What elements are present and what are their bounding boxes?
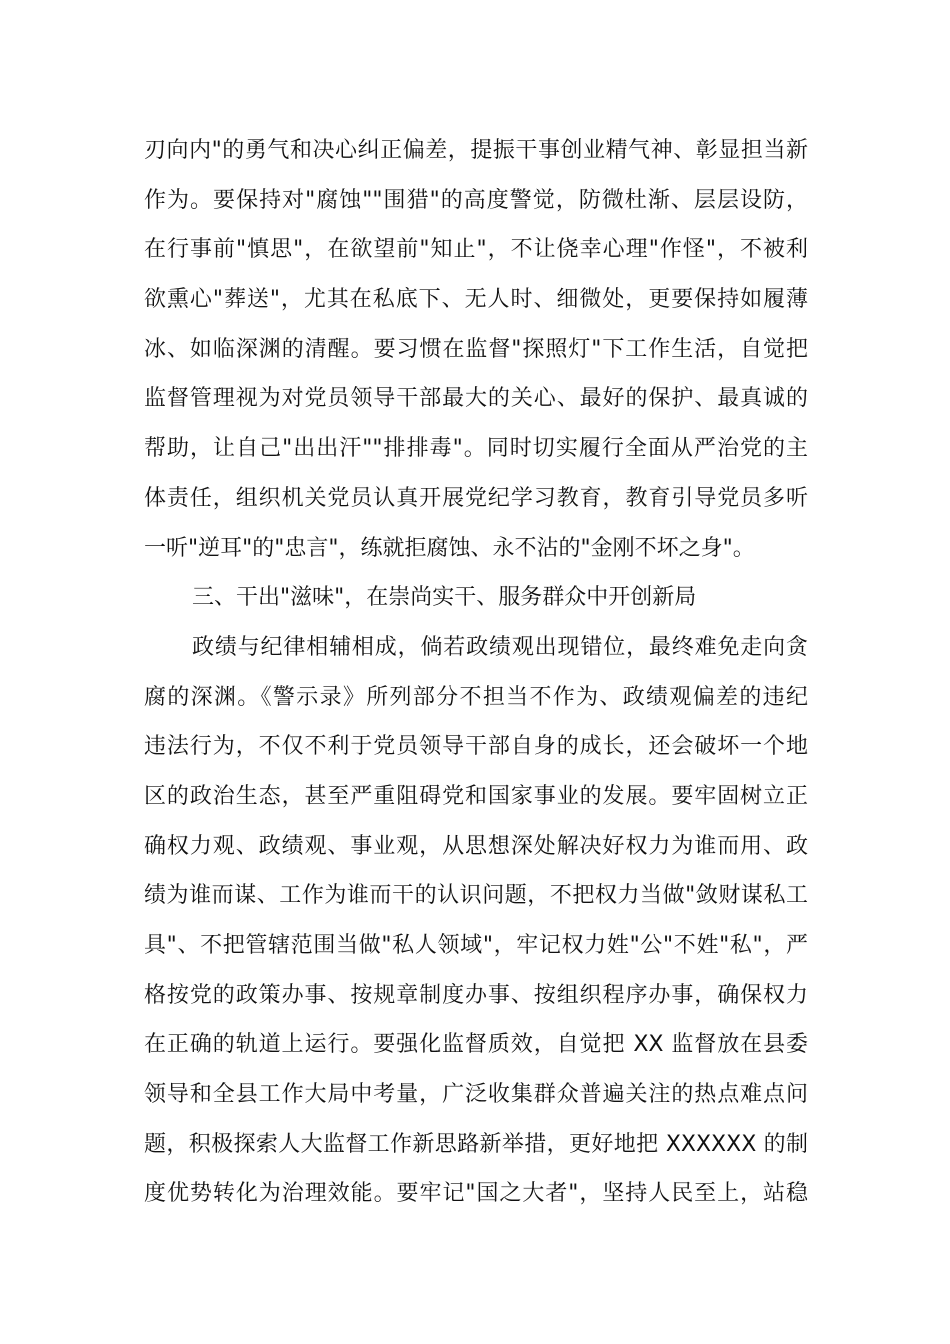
text-line: 腐的深渊。《警示录》所列部分不担当不作为、政绩观偏差的违纪 <box>144 684 808 710</box>
text-line: 绩为谁而谋、工作为谁而干的认识问题，不把权力当做"敛财谋私工 <box>144 883 808 909</box>
text-line: 一听"逆耳"的"忠言"，练就拒腐蚀、永不沾的"金刚不坏之身"。 <box>144 535 755 561</box>
text-line: 具"、不把管辖范围当做"私人领域"，牢记权力姓"公"不姓"私"，严 <box>144 933 808 958</box>
text-line: 题，积极探索人大监督工作新思路新举措，更好地把 XXXXXX 的制 <box>144 1131 808 1157</box>
text-line: 帮助，让自己"出出汗""排排毒"。同时切实履行全面从严治党的主 <box>144 436 808 462</box>
text-line: 政绩与纪律相辅相成，倘若政绩观出现错位，最终难免走向贪 <box>192 634 808 660</box>
text-line: 作为。要保持对"腐蚀""围猎"的高度警觉，防微杜渐、层层设防， <box>144 187 808 213</box>
text-line: 确权力观、政绩观、事业观，从思想深处解决好权力为谁而用、政 <box>144 833 808 859</box>
text-line: 度优势转化为治理效能。要牢记"国之大者"，坚持人民至上，站稳 <box>144 1181 808 1207</box>
text-line: 格按党的政策办事、按规章制度办事、按组织程序办事，确保权力 <box>144 982 808 1008</box>
text-line: 冰、如临深渊的清醒。要习惯在监督"探照灯"下工作生活，自觉把 <box>144 336 808 362</box>
text-line: 体责任，组织机关党员认真开展党纪学习教育，教育引导党员多听 <box>144 485 808 511</box>
text-line: 区的政治生态，甚至严重阻碍党和国家事业的发展。要牢固树立正 <box>144 783 808 809</box>
document-body <box>144 126 808 1219</box>
text-line: 欲熏心"葬送"，尤其在私底下、无人时、细微处，更要保持如履薄 <box>144 287 808 313</box>
section-heading: 三、干出"滋味"，在崇尚实干、服务群众中开创新局 <box>192 585 697 611</box>
text-line: 监督管理视为对党员领导干部最大的关心、最好的保护、最真诚的 <box>144 386 808 412</box>
text-line: 违法行为，不仅不利于党员领导干部自身的成长，还会破坏一个地 <box>144 734 808 760</box>
text-line: 领导和全县工作大局中考量，广泛收集群众普遍关注的热点难点问 <box>144 1082 808 1108</box>
text-line: 刃向内"的勇气和决心纠正偏差，提振干事创业精气神、彰显担当新 <box>144 138 808 163</box>
text-line: 在行事前"慎思"，在欲望前"知止"，不让侥幸心理"作怪"，不被利 <box>144 237 808 263</box>
text-line: 在正确的轨道上运行。要强化监督质效，自觉把 XX 监督放在县委 <box>144 1032 808 1058</box>
